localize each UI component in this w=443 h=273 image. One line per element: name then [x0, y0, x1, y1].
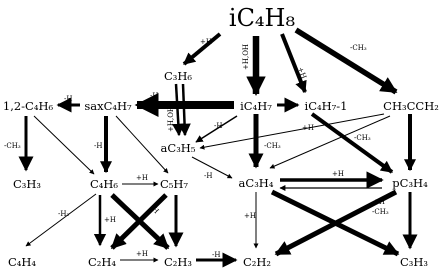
edge-label-ac3h4-c2h2: +H: [244, 212, 256, 220]
edge-label-pc3h4-c2h2: -CH₃: [372, 208, 389, 216]
edge-ic4h8-ic4h7-1: [282, 34, 305, 92]
edge-label-top-ic4h7-1: +H: [296, 65, 308, 80]
node-c3h3: C₃H₃: [12, 177, 42, 191]
species-nodes: [3, 4, 439, 269]
edge-c4h612-c4h6: [34, 116, 94, 174]
edge-label-ic4h7-saxc4h7: -H: [150, 92, 159, 100]
node-ac3h5: aC₃H₅: [160, 141, 196, 155]
edge-label-c4h6-c5h7: +H: [136, 174, 148, 182]
edge-label-top-ch3cch2: -CH₃: [350, 44, 367, 52]
edge-ic4h7-1-pc3h4: [312, 114, 392, 172]
edge-c3h6-ac3h5-a: [176, 84, 179, 135]
node-ic4h7: iC₄H₇: [240, 99, 272, 113]
edge-label-ch3cch2-ac3h5: +H: [302, 124, 314, 132]
edge-c3h6-ac3h5-b: [183, 84, 185, 135]
node-c4h6-12: 1,2-C₄H₆: [2, 99, 54, 113]
node-c2h2: C₂H₂: [242, 255, 272, 269]
node-c3h6: C₃H₆: [163, 69, 193, 83]
edges: [26, 30, 410, 260]
edge-label-c2h3-c2h2: -H: [212, 251, 221, 259]
edge-label-saxc4h7-c4h612: -H: [64, 95, 73, 103]
edge-label-c3h6-ac3h5: +H,OH: [167, 105, 175, 132]
edge-c4h6-c4h4: [26, 194, 96, 246]
edge-label-pc3h4-ac3h4: +H: [373, 198, 385, 206]
node-ic4h7-1: iC₄H₇-1: [304, 99, 348, 113]
node-saxc4h7: saxC₄H₇: [84, 99, 132, 113]
node-ic4h8: iC₄H₈: [228, 4, 296, 32]
edge-label-saxc4h7-c4h6: -H: [94, 142, 103, 150]
edge-label-c4h6-c2h4: +H: [104, 216, 116, 224]
edge-label-ic4h7-1-pc3h4: -CH₃: [354, 134, 371, 142]
node-c2h3: C₂H₃: [163, 255, 193, 269]
edge-label-c4h6-c4h4: -H₂: [58, 210, 70, 218]
edge-ic4h8-ch3cch2: [296, 30, 396, 92]
edge-label-c5h7-c2h3: -H: [148, 203, 161, 216]
node-c5h7: C₅H₇: [159, 177, 189, 191]
edge-label-ic4h7-ac3h5: -H: [214, 122, 223, 130]
edge-label-ac3h4-pc3h4: +H: [332, 170, 344, 178]
node-c4h6: C₄H₆: [89, 177, 119, 191]
node-c4h4: C₄H₄: [7, 255, 37, 269]
edge-label-top-ic4h7: +H,OH: [242, 43, 250, 70]
node-ac3h4: aC₃H₄: [238, 176, 274, 190]
node-pc3h4: pC₃H₄: [392, 176, 428, 190]
node-ch3cch2: CH₃CCH₂: [383, 99, 439, 113]
edge-label-ic4h7-ac3h4: -CH₃: [264, 142, 281, 150]
node-c2h4: C₂H₄: [87, 255, 117, 269]
edge-label-c2h4-c2h3: +H: [136, 250, 148, 258]
edge-label-top-c3h6: +H: [200, 38, 212, 46]
edge-label-ac3h5-ac3h4: -H: [204, 172, 213, 180]
node-c3h3-bottom: C₃H₃: [399, 255, 429, 269]
edge-label-c4h612-c3h3: -CH₃: [4, 142, 21, 150]
